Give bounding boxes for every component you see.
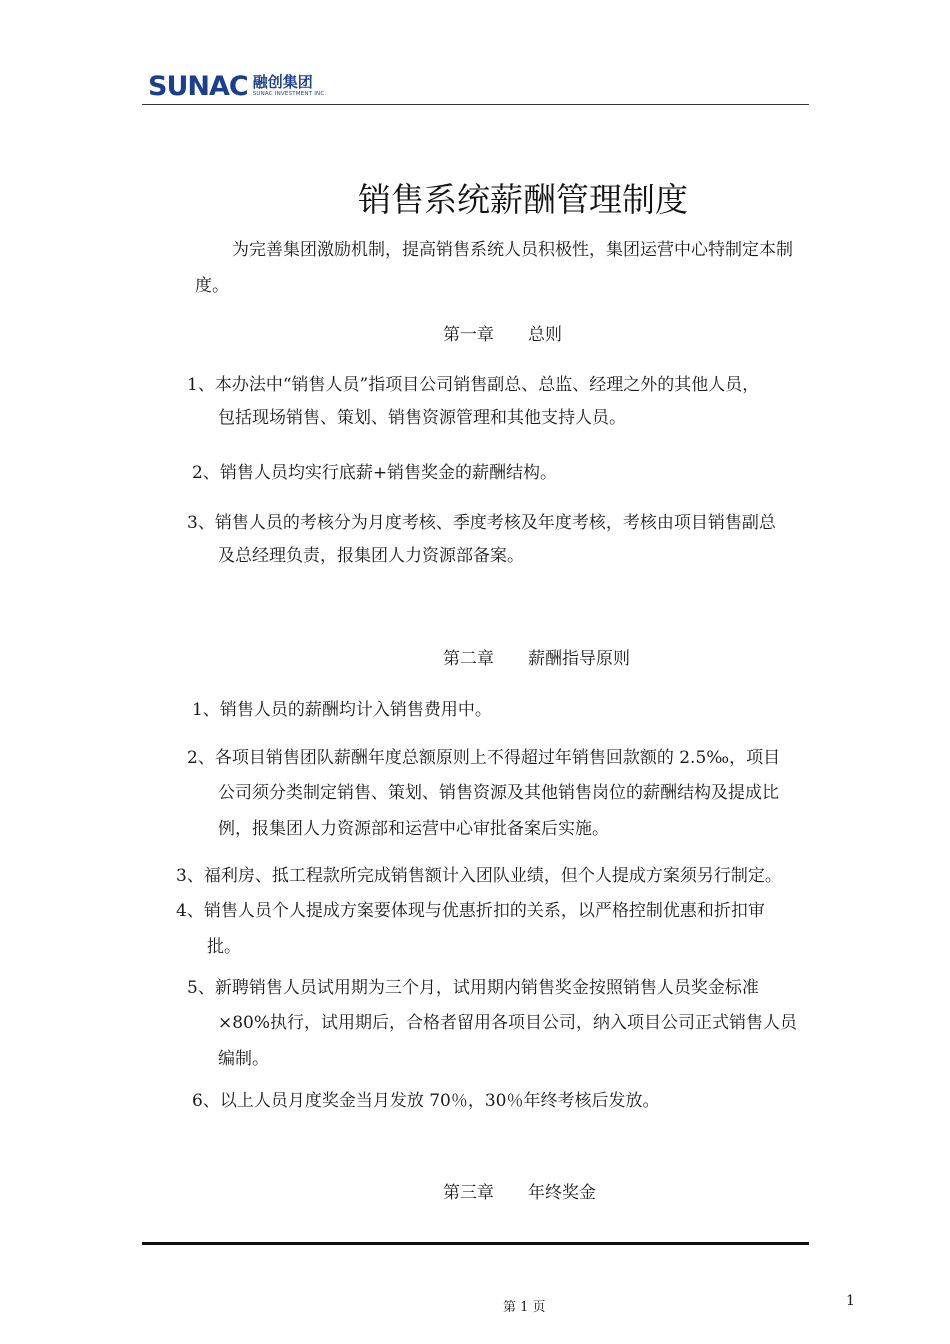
ch2-item-1: 1、销售人员的薪酬均计入销售费用中。	[192, 700, 492, 720]
ch2-item-3: 3、福利房、抵工程款所完成销售额计入团队业绩，但个人提成方案须另行制定。	[176, 866, 782, 886]
logo-sub-text: SUNAC INVESTMENT INC.	[252, 90, 327, 97]
logo-cn-text: 融创集团	[252, 72, 313, 91]
ch2-item-4-line-2: 批。	[207, 937, 241, 957]
ch2-item-4-line-1: 4、销售人员个人提成方案要体现与优惠折扣的关系，以严格控制优惠和折扣审	[176, 901, 765, 921]
ch1-item-1-line-1: 1、本办法中“销售人员”指项目公司销售副总、总监、经理之外的其他人员，	[187, 375, 760, 395]
footer-page-label: 第 1 页	[503, 1300, 546, 1315]
logo-latin-text: SUNAC	[148, 70, 248, 102]
ch2-item-6: 6、以上人员月度奖金当月发放 70％，30％年终考核后发放。	[192, 1091, 660, 1111]
ch2-item-2-line-2: 公司须分类制定销售、策划、销售资源及其他销售岗位的薪酬结构及提成比	[218, 783, 779, 803]
ch1-item-1-line-2: 包括现场销售、策划、销售资源管理和其他支持人员。	[218, 408, 626, 428]
ch1-item-3-line-2: 及总经理负责，报集团人力资源部备案。	[218, 546, 524, 566]
document-title: 销售系统薪酬管理制度	[358, 180, 688, 219]
chapter-2-heading: 第二章 薪酬指导原则	[443, 649, 630, 669]
ch2-item-5-line-2: ×80%执行，试用期后，合格者留用各项目公司，纳入项目公司正式销售人员	[218, 1013, 798, 1033]
ch2-item-5-line-3: 编制。	[218, 1049, 269, 1069]
company-logo	[148, 70, 326, 102]
chapter-1-heading: 第一章 总则	[443, 325, 562, 345]
intro-line-2: 度。	[195, 276, 229, 296]
footer-divider	[142, 1242, 809, 1245]
logo-cn-block	[252, 72, 327, 98]
ch2-item-5-line-1: 5、新聘销售人员试用期为三个月，试用期内销售奖金按照销售人员奖金标准	[187, 978, 759, 998]
ch1-item-3-line-1: 3、销售人员的考核分为月度考核、季度考核及年度考核，考核由项目销售副总	[187, 513, 776, 533]
chapter-3-heading: 第三章 年终奖金	[443, 1183, 596, 1203]
intro-line-1: 为完善集团激励机制，提高销售系统人员积极性，集团运营中心特制定本制	[232, 240, 793, 260]
header-divider	[142, 104, 809, 105]
page-number: 1	[846, 1293, 855, 1309]
ch2-item-2-line-3: 例，报集团人力资源部和运营中心审批备案后实施。	[218, 819, 609, 839]
ch2-item-2-line-1: 2、各项目销售团队薪酬年度总额原则上不得超过年销售回款额的 2.5‰，项目	[187, 748, 781, 768]
ch1-item-2: 2、销售人员均实行底薪+销售奖金的薪酬结构。	[192, 463, 558, 483]
